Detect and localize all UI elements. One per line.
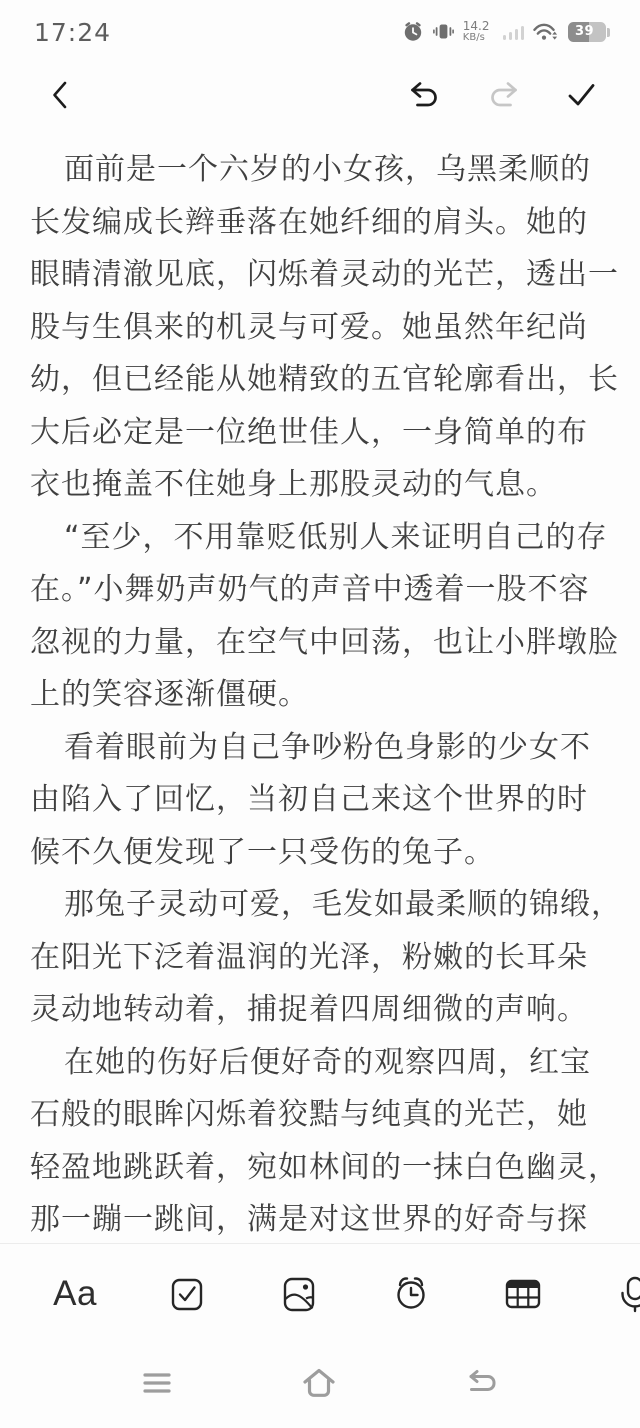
paragraph bbox=[30, 508, 619, 718]
text-line: 面前是一个六岁的小女孩，乌黑柔顺的 bbox=[64, 152, 591, 188]
insert-toolbar bbox=[0, 1244, 640, 1344]
redo-icon bbox=[486, 80, 520, 110]
undo-button[interactable] bbox=[408, 80, 442, 110]
network-speed-value: 14.2 bbox=[462, 19, 490, 33]
text-line: 幼，但已经能从她精致的五官轮廓看出，长 bbox=[30, 362, 619, 398]
recents-menu-button[interactable] bbox=[140, 1366, 174, 1400]
recents-menu-icon bbox=[140, 1366, 174, 1400]
back-icon bbox=[464, 1366, 500, 1400]
back-button[interactable] bbox=[46, 78, 76, 112]
text-line: 看着眼前为自己争吵粉色身影的少女不 bbox=[64, 729, 591, 765]
text-line: 衣也掩盖不住她身上那股灵动的气息。 bbox=[30, 467, 557, 503]
paragraph bbox=[30, 140, 619, 508]
signal-bars-icon bbox=[503, 25, 525, 40]
battery-indicator bbox=[568, 22, 610, 42]
redo-button[interactable] bbox=[486, 80, 520, 110]
confirm-button[interactable] bbox=[564, 80, 598, 110]
paragraph bbox=[30, 718, 612, 876]
text-line: 上的笑容逐渐僵硬。 bbox=[30, 677, 309, 713]
paragraph bbox=[30, 1033, 619, 1243]
battery-percent: 39 bbox=[575, 24, 595, 40]
text-format-icon: Aa bbox=[53, 1273, 97, 1313]
text-format-button[interactable] bbox=[47, 1262, 103, 1326]
text-line: 大后必定是一位绝世佳人，一身简单的布 bbox=[30, 414, 588, 450]
home-icon bbox=[300, 1366, 338, 1400]
text-line: “至少，不用靠贬低别人来证明自己的存 bbox=[64, 519, 608, 555]
text-line: 那一蹦一跳间，满是对这世界的好奇与探 bbox=[30, 1202, 588, 1238]
text-line: 忽视的力量，在空气中回荡，也让小胖墩脸 bbox=[30, 624, 619, 660]
text-line: 股与生俱来的机灵与可爱。她虽然年纪尚 bbox=[30, 309, 588, 345]
undo-icon bbox=[408, 80, 442, 110]
back-chevron-icon bbox=[46, 78, 76, 112]
vibrate-mode-icon bbox=[433, 22, 454, 43]
network-speed-unit: KB/s bbox=[462, 32, 485, 43]
text-line: 在阳光下泛着温润的光泽，粉嫩的长耳朵 bbox=[30, 939, 588, 975]
alarm-icon bbox=[392, 1274, 430, 1314]
note-body[interactable] bbox=[0, 138, 640, 1243]
text-line: 长发编成长辫垂落在她纤细的肩头。她的 bbox=[30, 204, 588, 240]
status-icons bbox=[402, 21, 610, 43]
confirm-check-icon bbox=[564, 80, 598, 110]
battery-nub bbox=[607, 28, 610, 37]
text-line: 那兔子灵动可爱，毛发如最柔顺的锦缎， bbox=[64, 887, 622, 923]
nav-back-button[interactable] bbox=[464, 1366, 500, 1400]
text-line: 石般的眼眸闪烁着狡黠与纯真的光芒，她 bbox=[30, 1097, 588, 1133]
status-bar bbox=[0, 0, 640, 52]
text-line: 轻盈地跳跃着，宛如林间的一抹白色幽灵， bbox=[30, 1149, 619, 1185]
text-line: 候不久便发现了一只受伤的兔子。 bbox=[30, 834, 495, 870]
home-button[interactable] bbox=[300, 1366, 338, 1400]
reminder-button[interactable] bbox=[383, 1262, 439, 1326]
text-line: 由陷入了回忆，当初自己来这个世界的时 bbox=[30, 782, 588, 818]
text-line: 眼睛清澈见底，闪烁着灵动的光芒，透出一 bbox=[30, 257, 619, 293]
network-speed bbox=[463, 21, 490, 43]
checklist-icon bbox=[168, 1274, 206, 1314]
insert-image-button[interactable] bbox=[271, 1262, 327, 1326]
insert-table-button[interactable] bbox=[495, 1262, 551, 1326]
table-icon bbox=[503, 1274, 543, 1314]
image-icon bbox=[280, 1274, 318, 1314]
checklist-button[interactable] bbox=[159, 1262, 215, 1326]
microphone-icon bbox=[616, 1274, 640, 1314]
text-line: 灵动地转动着，捕捉着四周细微的声响。 bbox=[30, 992, 588, 1028]
system-nav-bar bbox=[0, 1344, 640, 1428]
edit-toolbar bbox=[0, 52, 640, 138]
text-line: 在她的伤好后便好奇的观察四周，红宝 bbox=[64, 1044, 591, 1080]
text-line: 在。”小舞奶声奶气的声音中透着一股不容 bbox=[30, 572, 590, 608]
paragraph bbox=[30, 875, 622, 1033]
clock-time: 17:24 bbox=[34, 17, 112, 47]
alarm-clock-icon bbox=[402, 21, 424, 43]
voice-input-button[interactable] bbox=[607, 1262, 640, 1326]
wifi-icon bbox=[533, 22, 559, 43]
